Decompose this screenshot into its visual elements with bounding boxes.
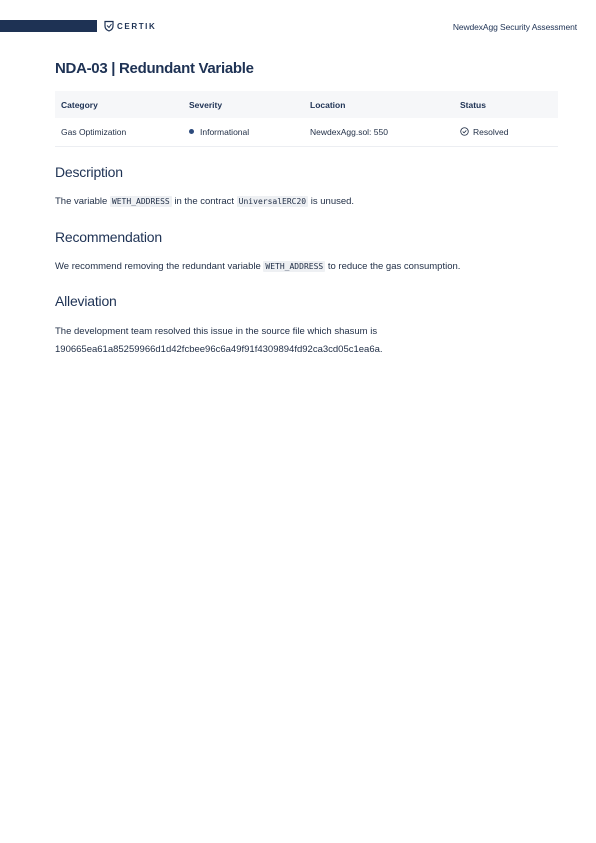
- category-cell: Gas Optimization: [55, 118, 183, 147]
- column-header-category: Category: [55, 91, 183, 118]
- severity-cell: [183, 118, 304, 147]
- severity-label: Informational: [200, 127, 250, 137]
- status-cell: [454, 118, 558, 147]
- column-header-severity: Severity: [183, 91, 304, 118]
- document-title: NewdexAgg Security Assessment: [452, 22, 577, 32]
- description-heading: Description: [55, 164, 123, 180]
- column-header-location: Location: [304, 91, 454, 118]
- alleviation-text: [55, 323, 555, 359]
- alleviation-line-1: The development team resolved this issue in the source file which shasum is: [55, 326, 378, 337]
- alleviation-shasum: 190665ea61a85259966d1d42fcbee96c6a49f91f4309894fd92ca3cd05c1ea6a.: [55, 344, 383, 355]
- recommendation-heading: Recommendation: [55, 229, 162, 245]
- code-weth-address: WETH_ADDRESS: [111, 197, 170, 206]
- certik-shield-icon: [104, 20, 114, 32]
- finding-summary-table: [55, 91, 558, 147]
- finding-title: NDA-03 | Redundant Variable: [55, 60, 254, 77]
- certik-logo: [104, 20, 156, 32]
- alleviation-heading: Alleviation: [55, 293, 117, 309]
- header-accent-bar: [0, 20, 97, 32]
- code-universal-erc20: UniversalERC20: [238, 197, 307, 206]
- page-header: [0, 0, 596, 40]
- code-weth-address: WETH_ADDRESS: [265, 262, 324, 271]
- location-cell: NewdexAgg.sol: 550: [304, 118, 454, 147]
- check-circle-icon: [460, 127, 469, 136]
- severity-dot-icon: [189, 129, 194, 134]
- status-label: Resolved: [473, 126, 509, 137]
- recommendation-text: We recommend removing the redundant variable WETH_ADDRESS to reduce the gas consumption.: [55, 261, 461, 272]
- table-row: [55, 118, 558, 147]
- table-header-row: [55, 91, 558, 118]
- description-text: The variable WETH_ADDRESS in the contract UniversalERC20 is unused.: [55, 196, 355, 207]
- column-header-status: Status: [454, 91, 558, 118]
- logo-text: CERTIK: [117, 21, 157, 31]
